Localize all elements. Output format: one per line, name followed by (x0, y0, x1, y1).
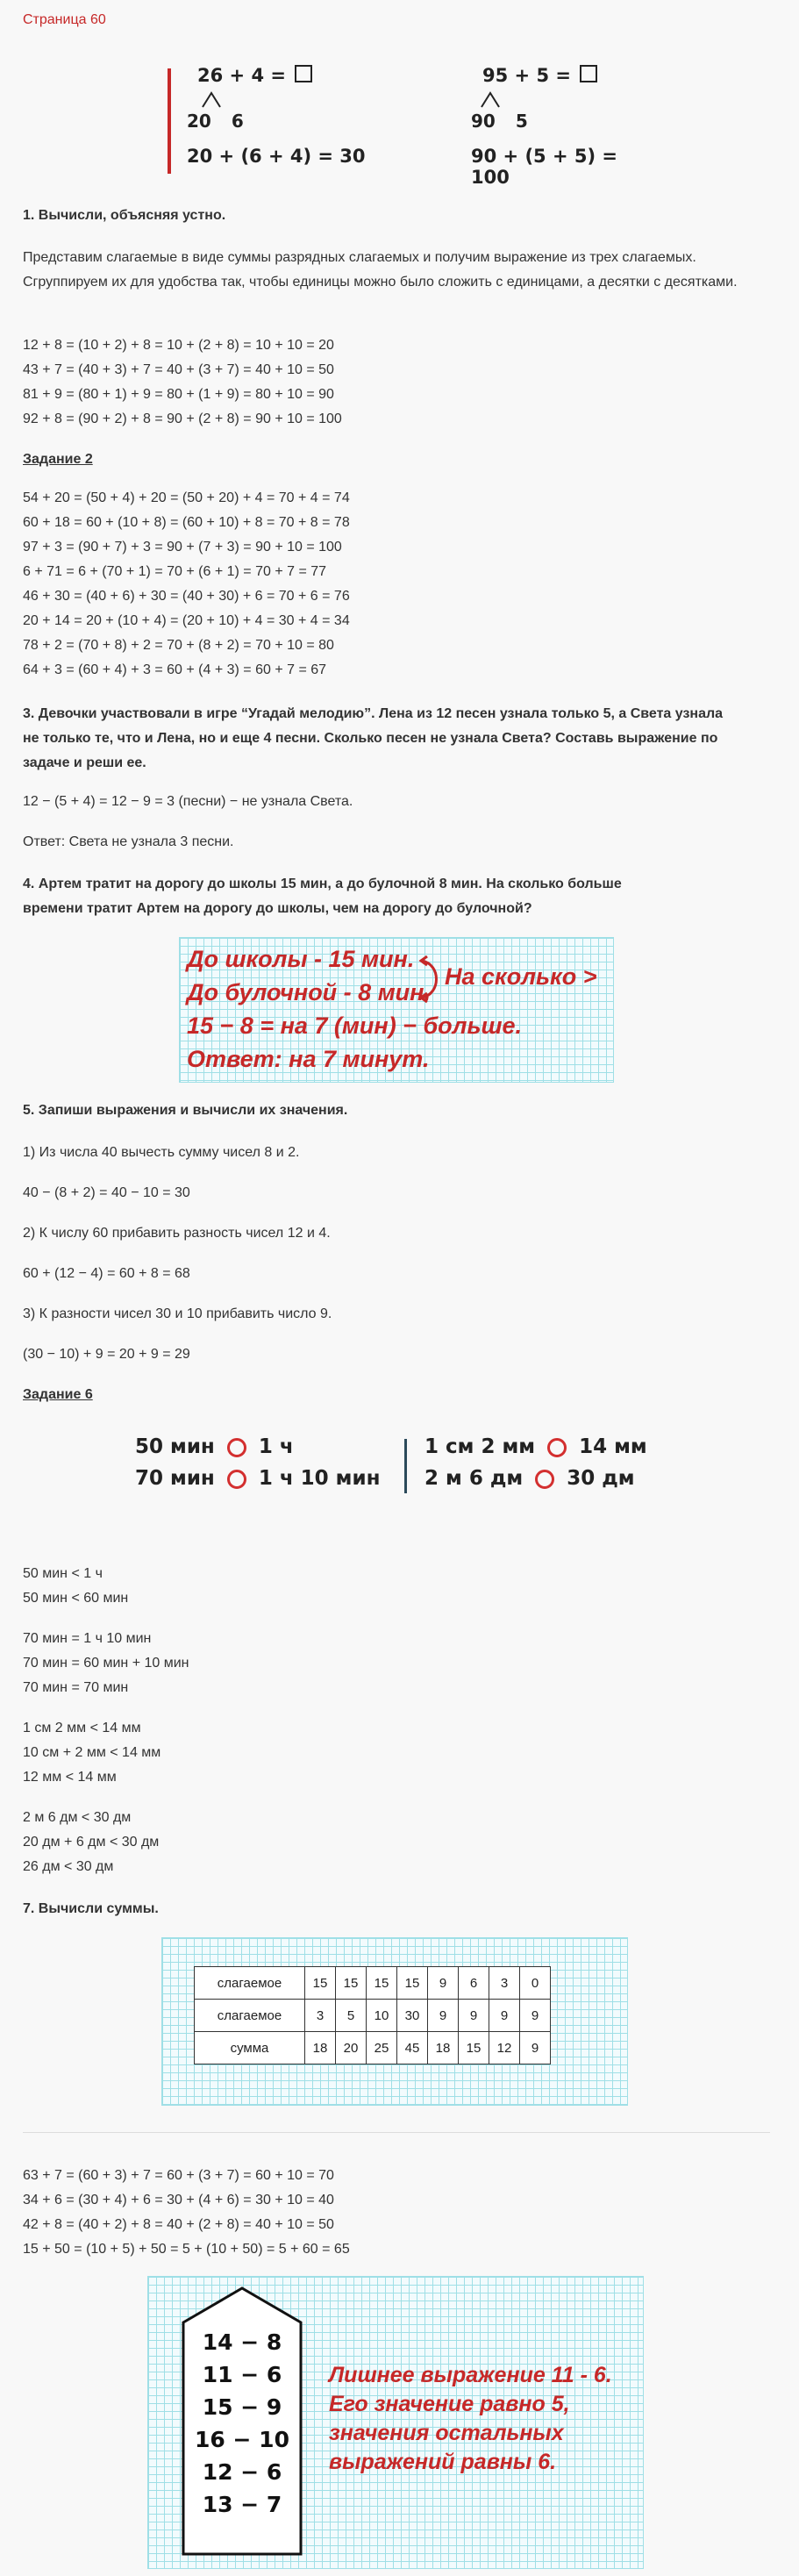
answer-box-icon (580, 65, 597, 82)
compare-circle-icon (227, 1438, 246, 1457)
task6-line: 2 м 6 дм < 30 дм (23, 1810, 132, 1825)
task5-item: 1) Из числа 40 вычесть сумму чисел 8 и 2. (23, 1145, 300, 1160)
table-cell: 15 (397, 1967, 428, 2000)
intro-right-result: 90 + (5 + 5) = 100 (471, 146, 617, 188)
task8-hand-line: Его значение равно 5, (329, 2392, 570, 2416)
comparison-right: 1 ч 10 мин (258, 1467, 381, 1490)
task6-line: 10 см + 2 мм < 14 мм (23, 1745, 161, 1760)
task6-group (23, 1716, 768, 1790)
table-cell: 9 (459, 2000, 489, 2032)
task8-hand-line: выражений равны 6. (329, 2450, 557, 2474)
plate-expression: 14 − 8 (202, 2329, 282, 2355)
section-divider (23, 2132, 770, 2133)
task8-hand-text (329, 2361, 612, 2477)
table-cell: 9 (428, 1967, 459, 2000)
task2-heading: Задание 2 (23, 452, 93, 467)
compare-circle-icon (227, 1470, 246, 1489)
table-cell: 9 (520, 2032, 551, 2064)
task7-table-panel (161, 1937, 628, 2106)
task5-item: 2) К числу 60 прибавить разность чисел 12 и 4. (23, 1226, 331, 1241)
intro-right-expr: 95 + 5 = (482, 65, 571, 86)
plate-expression: 13 − 7 (202, 2492, 282, 2517)
split-lines (197, 88, 232, 109)
table-cell: 15 (336, 1967, 367, 2000)
task4-hand-line: До школы - 15 мин. (187, 946, 415, 972)
split-lines (476, 88, 511, 109)
row-label: слагаемое (195, 2000, 305, 2032)
answer-box-icon (295, 65, 312, 82)
table-cell: 0 (520, 1967, 551, 2000)
task6-line: 20 дм + 6 дм < 30 дм (23, 1835, 160, 1850)
task8-hand-line: значения остальных (329, 2421, 564, 2445)
task8-lines (23, 2164, 768, 2262)
plate-expressions (180, 2326, 304, 2521)
task4-heading: 4. Артем тратит на дорогу до школы 15 мин, а до булочной 8 мин. На сколько больше времени тратит Артем на дорогу до школы, чем на дорогу до булочной? (23, 877, 622, 916)
sums-table (194, 1966, 551, 2064)
task7-heading: 7. Вычисли суммы. (23, 1901, 159, 1916)
task2-line: 20 + 14 = 20 + (10 + 4) = (20 + 10) + 4 = 30 + 4 = 34 (23, 613, 350, 628)
bracket-arrow-icon (418, 955, 445, 1005)
table-cell: 20 (336, 2032, 367, 2064)
table-cell: 18 (428, 2032, 459, 2064)
task6-line: 1 см 2 мм < 14 мм (23, 1721, 141, 1735)
task5-heading: 5. Запиши выражения и вычисли их значения. (23, 1103, 348, 1118)
task1-line: 81 + 9 = (80 + 1) + 9 = 80 + (1 + 9) = 80 + 10 = 90 (23, 387, 334, 402)
comparison-left: 50 мин (135, 1435, 215, 1458)
comparison-right: 14 мм (579, 1435, 647, 1458)
table-row (195, 2000, 551, 2032)
task8-line: 42 + 8 = (40 + 2) + 8 = 40 + (2 + 8) = 40 + 10 = 50 (23, 2217, 334, 2232)
task1-line: 12 + 8 = (10 + 2) + 8 = 10 + (2 + 8) = 10 + 10 = 20 (23, 338, 334, 353)
task2-line: 54 + 20 = (50 + 4) + 20 = (50 + 20) + 4 = 70 + 4 = 74 (23, 490, 350, 505)
table-cell: 45 (397, 2032, 428, 2064)
table-row (195, 1967, 551, 2000)
task2-line: 60 + 18 = 60 + (10 + 8) = (60 + 10) + 8 = 70 + 8 = 78 (23, 515, 350, 530)
task2-line: 78 + 2 = (70 + 8) + 2 = 70 + (8 + 2) = 70 + 10 = 80 (23, 638, 334, 653)
task4-handwritten-panel (179, 937, 614, 1083)
task1-line: 43 + 7 = (40 + 3) + 7 = 40 + (3 + 7) = 40 + 10 = 50 (23, 362, 334, 377)
table-cell: 9 (520, 2000, 551, 2032)
task2-line: 46 + 30 = (40 + 6) + 30 = (40 + 30) + 6 = 70 + 6 = 76 (23, 589, 350, 604)
row-label: сумма (195, 2032, 305, 2064)
task6-line: 12 мм < 14 мм (23, 1770, 117, 1785)
task3-solution: 12 − (5 + 4) = 12 − 9 = 3 (песни) − не узнала Света. (23, 794, 353, 809)
page-title: Страница 60 (23, 12, 106, 27)
task5-item: 3) К разности чисел 30 и 10 прибавить число 9. (23, 1306, 332, 1321)
task5-item: (30 − 10) + 9 = 20 + 9 = 29 (23, 1347, 190, 1362)
comparison-left: 70 мин (135, 1467, 215, 1490)
task8-line: 34 + 6 = (30 + 4) + 6 = 30 + (4 + 6) = 30 + 10 = 40 (23, 2193, 334, 2207)
task8-line: 63 + 7 = (60 + 3) + 7 = 60 + (3 + 7) = 60 + 10 = 70 (23, 2168, 334, 2183)
task6-line: 26 дм < 30 дм (23, 1859, 114, 1874)
plate-expression: 11 − 6 (202, 2362, 282, 2387)
table-cell: 3 (489, 1967, 520, 2000)
intro-left-result: 20 + (6 + 4) = 30 (187, 146, 366, 167)
red-divider (168, 68, 171, 174)
task8-panel (147, 2276, 644, 2569)
task1-lines (23, 333, 768, 432)
task2-lines (23, 486, 768, 683)
task1-explanation: Представим слагаемые в виде суммы разрядных слагаемых и получим выражение из трех слагаемых. Сгруппируем их для удобства так, чтобы единицы можно было сложить с единицами, а десятки с десятками. (23, 250, 738, 290)
comparison-left: 2 м 6 дм (424, 1467, 524, 1490)
task4-hand-line: 15 − 8 = на 7 (мин) − больше. (187, 1013, 523, 1039)
table-cell: 5 (336, 2000, 367, 2032)
task6-line: 50 мин < 60 мин (23, 1591, 129, 1606)
task3-answer: Ответ: Света не узнала 3 песни. (23, 834, 234, 849)
comparison-left: 1 см 2 мм (424, 1435, 536, 1458)
plate-expression: 12 − 6 (202, 2459, 282, 2485)
task5-item: 60 + (12 − 4) = 60 + 8 = 68 (23, 1266, 190, 1281)
compare-circle-icon (547, 1438, 567, 1457)
table-cell: 15 (459, 2032, 489, 2064)
table-cell: 6 (459, 1967, 489, 2000)
task2-line: 97 + 3 = (90 + 7) + 3 = 90 + (7 + 3) = 90 + 10 = 100 (23, 540, 342, 555)
table-cell: 15 (367, 1967, 397, 2000)
task6-group (23, 1562, 768, 1611)
intro-left-split-ones: 6 (231, 111, 244, 132)
comparison-right: 1 ч (258, 1435, 294, 1458)
task6-line: 50 мин < 1 ч (23, 1566, 103, 1581)
plate-expression: 16 − 10 (195, 2427, 289, 2452)
row-label: слагаемое (195, 1967, 305, 2000)
table-cell: 25 (367, 2032, 397, 2064)
table-cell: 15 (305, 1967, 336, 2000)
table-row (195, 2032, 551, 2064)
table-cell: 18 (305, 2032, 336, 2064)
task8-hand-line: Лишнее выражение 11 - 6. (329, 2363, 612, 2387)
task6-group (23, 1627, 768, 1700)
table-cell: 10 (367, 2000, 397, 2032)
intro-left-split-tens: 20 (187, 111, 211, 132)
intro-left-expr: 26 + 4 = (197, 65, 286, 86)
task3-heading: 3. Девочки участвовали в игре “Угадай мелодию”. Лена из 12 песен узнала только 5, а Света узнала не только те, что и Лена, но и еще 4 песни. Сколько песен не узнала Света? Составь выражение по задаче и реши ее. (23, 706, 724, 770)
intro-right-split-ones: 5 (515, 111, 528, 132)
task6-group (23, 1806, 768, 1879)
vertical-divider (404, 1439, 407, 1493)
task1-heading: 1. Вычисли, объясняя устно. (23, 208, 226, 223)
task6-line: 70 мин = 70 мин (23, 1680, 129, 1695)
task4-hand-note: На сколько > (445, 963, 597, 990)
task6-heading: Задание 6 (23, 1387, 93, 1402)
table-cell: 12 (489, 2032, 520, 2064)
task1-line: 92 + 8 = (90 + 2) + 8 = 90 + (2 + 8) = 90 + 10 = 100 (23, 411, 342, 426)
task2-line: 6 + 71 = 6 + (70 + 1) = 70 + (6 + 1) = 70 + 7 = 77 (23, 564, 327, 579)
comparison-right: 30 дм (567, 1467, 635, 1490)
plate-expression: 15 − 9 (202, 2394, 282, 2420)
intro-figure (162, 61, 653, 188)
task6-line: 70 мин = 60 мин + 10 мин (23, 1656, 189, 1671)
task5-item: 40 − (8 + 2) = 40 − 10 = 30 (23, 1185, 190, 1200)
table-cell: 3 (305, 2000, 336, 2032)
table-cell: 9 (489, 2000, 520, 2032)
task6-comparisons (132, 1435, 675, 1506)
task6-line: 70 мин = 1 ч 10 мин (23, 1631, 152, 1646)
task4-hand-line: Ответ: на 7 минут. (187, 1046, 430, 1072)
intro-right-split-tens: 90 (471, 111, 496, 132)
task2-line: 64 + 3 = (60 + 4) + 3 = 60 + (4 + 3) = 60 + 7 = 67 (23, 662, 327, 677)
compare-circle-icon (535, 1470, 554, 1489)
table-cell: 30 (397, 2000, 428, 2032)
task8-line: 15 + 50 = (10 + 5) + 50 = 5 + (10 + 50) = 5 + 60 = 65 (23, 2242, 350, 2257)
task4-hand-line: До булочной - 8 мин. (187, 979, 431, 1005)
table-cell: 9 (428, 2000, 459, 2032)
